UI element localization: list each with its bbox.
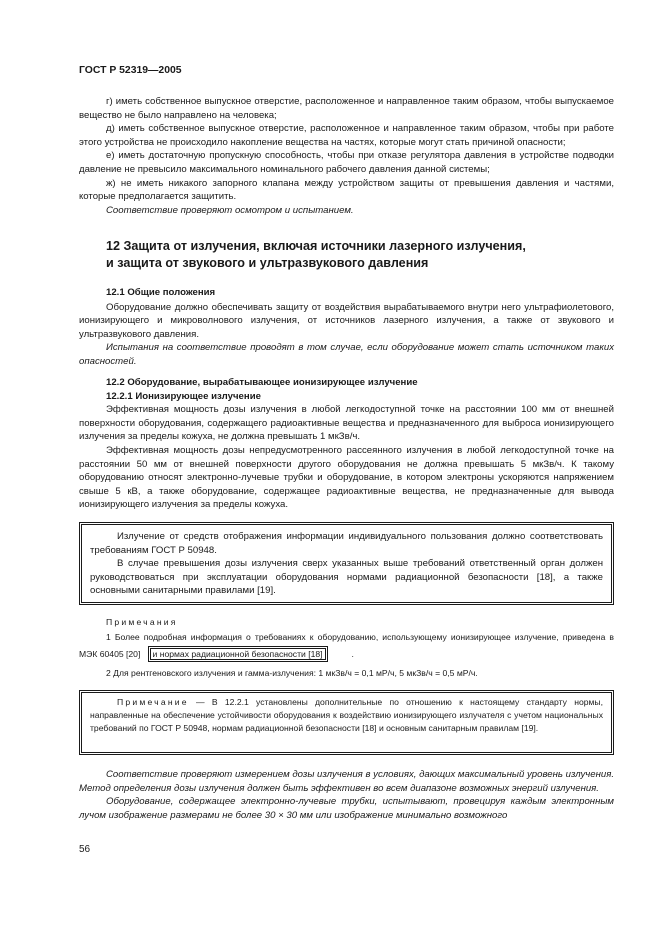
bottom-conformity-p2: Оборудование, содержащее электронно-лучевые трубки, испытывают, провецируя каждым электронным лучом изображение размерами не более 30 × 30 мм или изображение минимально возможного xyxy=(79,796,614,821)
note-2: 2 Для рентгеновского излучения и гамма-излучения: 1 мкЗв/ч = 0,1 мР/ч, 5 мкЗв/ч = 0,5 мР/ч. xyxy=(106,668,478,678)
section-12-1-text: Оборудование должно обеспечивать защиту от воздействия вырабатываемого внутри него ультрафиолетового, ионизирующего и микроволнового излучения, от источников лазерного излучения, а также от звукового и ультразвукового давления. xyxy=(79,301,614,340)
bottom-conformity-p1: Соответствие проверяют измерением дозы излучения в условиях, дающих максимальный уровень излучения. Метод определения дозы излучения должен быть эффективен во всем диапазоне возможных энергий излучения. xyxy=(79,769,614,794)
boxed-insertion: и нормах радиационной безопасности [18] xyxy=(148,646,328,662)
section-12-title-line2: и защита от звукового и ультразвукового давления xyxy=(106,256,429,270)
item-zh: ж) не иметь никакого запорного клапана между устройством защиты от превышения давления и частями, которые предполагается защитить. xyxy=(79,177,614,203)
national-note-text: Примечание — В 12.2.1 установлены дополнительные по отношению к настоящему стандарту нормы, направленные на обеспечение устойчивости оборудования к воздействию ионизирующего излучателя с учетом национальных требований по ГОСТ Р 50948, нормам радиационной безопасности [18] и основным санитарным правилам [19]. xyxy=(90,697,603,733)
section-12-title xyxy=(79,238,614,272)
national-box-p2: В случае превышения дозы излучения сверх указанных выше требований ответственный орган должен руководствоваться при эксплуатации оборудования нормами радиационной безопасности [18], а также основными санитарными правилами [19]. xyxy=(90,558,603,597)
section-12-2-1-p1: Эффективная мощность дозы излучения в любой легкодоступной точке на расстоянии 100 мм от внешней поверхности оборудования, содержащего радиоактивные вещества и предназначенного для выброса ионизирующего излучения за пределы кожуха, не должна превышать 1 мкЗв/ч. xyxy=(79,404,614,443)
section-12-2-title: 12.2 Оборудование, вырабатывающее ионизирующее излучение xyxy=(106,377,418,388)
national-box-p1: Излучение от средств отображения информации индивидуального пользования должно соответствовать требованиям ГОСТ Р 50948. xyxy=(90,531,603,556)
notes-block xyxy=(79,616,614,680)
section-12-2 xyxy=(79,376,614,512)
section-12-1 xyxy=(79,286,614,369)
notes-heading: Примечания xyxy=(106,617,178,627)
national-requirements-box xyxy=(79,522,614,605)
section-12-2-1-title: 12.2.1 Ионизирующее излучение xyxy=(106,390,261,402)
page-number: 56 xyxy=(79,844,91,855)
section-12-1-test: Испытания на соответствие проводят в том случае, если оборудование может стать источником таких опасностей. xyxy=(79,342,614,367)
section-12-title-line1: 12 Защита от излучения, включая источники лазерного излучения, xyxy=(106,239,526,253)
section-12-1-title: 12.1 Общие положения xyxy=(106,287,216,298)
item-d: д) иметь собственное выпускное отверстие, расположенное и направленное таким образом, чтобы при работе этого устройства не происходило накопление вещества на частях, которые могут стать причиной опасности; xyxy=(79,123,614,148)
conformity-check-1: Соответствие проверяют осмотром и испытанием. xyxy=(106,204,354,216)
note-1: 1 Более подробная информация о требованиях к оборудованию, использующему ионизирующее излучение, приведена в МЭК 60405 [20] и нормах радиационной безопасности [18] . xyxy=(79,629,614,663)
national-note-box xyxy=(79,690,614,755)
item-e: е) иметь достаточную пропускную способность, чтобы при отказе регулятора давления в устройстве подводки давление не превысило максимального номинального рабочего давления данной системы; xyxy=(79,150,614,175)
item-g: г) иметь собственное выпускное отверстие, расположенное и направленное таким образом, чтобы выпускаемое вещество не было направлено на человека; xyxy=(79,96,614,121)
subsection-items-g-zh xyxy=(79,95,614,217)
section-12-2-1-p2: Эффективная мощность дозы непредусмотренного рассеянного излучения в любой легкодоступной точке на расстоянии 50 мм от внешней поверхности другого оборудования не должна превышать 5 мкЗв/ч. К такому оборудованию относят электронно-лучевые трубки и оборудование, в котором электроны ускоряются напряжением свыше 5 кВ, а также оборудование, содержащее радиоактивные вещества, не предназначенные для вывода ионизирующего излучения за пределы кожуха. xyxy=(79,444,614,511)
document-header: ГОСТ Р 52319—2005 xyxy=(79,65,182,76)
bottom-conformity xyxy=(79,768,614,822)
